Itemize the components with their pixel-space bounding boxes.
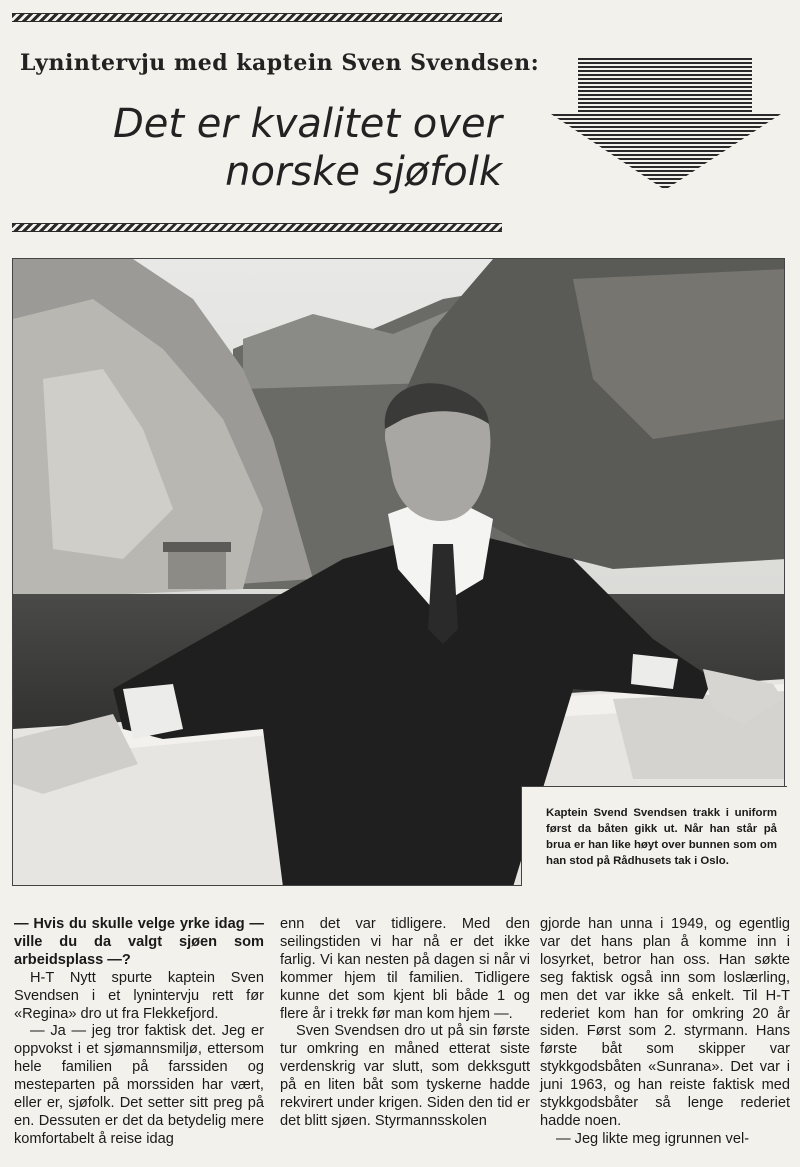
article-column-1	[14, 916, 264, 1149]
headline	[40, 100, 502, 196]
kicker-title: Lynintervju med kaptein Sven Svendsen:	[20, 50, 540, 76]
paragraph: H-T Nytt spurte kaptein Sven Svendsen i et lynintervju rett før «Regina» dro ut fra Flekkefjord.	[14, 969, 264, 1022]
bottom-rope-divider	[12, 223, 502, 232]
paragraph: gjorde han unna i 1949, og egentlig var det hans plan å komme inn i losyrket, betror han oss. Han søkte seg faktisk også inn som loslærling, men det var ikke så enkelt. Til H-T rederiet kom han for omkring 20 år siden. Først som 2. styrmann. Hans første båt som skipper var stykkgodsbåten «Sunrana». Det var i juni 1963, og han reiste faktisk med stykkgodsbåter så lenge rederiet hadde noen.	[540, 916, 790, 1129]
paragraph: — Jeg likte meg igrunnen vel-	[556, 1130, 750, 1147]
headline-line-2: norske sjøfolk	[225, 149, 502, 195]
interview-question: — Hvis du skulle velge yrke idag — ville du da valgt sjøen som arbeidsplass —?	[14, 916, 264, 968]
paragraph: Sven Svendsen dro ut på sin første tur omkring en måned etterat siste verdenskrig var slutt, som dekksgutt på en liten båt som tyskerne hadde rekvirert under krigen. Siden den tid er det blitt sjøen. Styrmannsskolen	[280, 1023, 530, 1129]
top-rope-divider	[12, 13, 502, 22]
article-column-2	[280, 916, 530, 1131]
paragraph: enn det var tidligere. Med den seilingstiden vi har nå er det ikke farlig. Vi kan nesten på dagen si når vi kommer hjem til familien. Tidligere kunne det som kjent bli både 1 og flere år i trekk før man kom hjem —.	[280, 916, 530, 1022]
photo-caption: Kaptein Svend Svendsen trakk i uniform først da båten gikk ut. Når han står på brua er han like høyt over bunnen som om han stod på Rådhusets tak i Oslo.	[521, 786, 787, 886]
article-column-3	[540, 916, 790, 1149]
paragraph: — Ja — jeg tror faktisk det. Jeg er oppvokst i et sjømannsmiljø, ettersom hele familien på farssiden og mesteparten på morssiden har vært, eller er, sjøfolk. Det setter sitt preg på en. Dessuten er det da betydelig mere komfortabelt å reise idag	[14, 1023, 264, 1147]
headline-line-1: Det er kvalitet over	[112, 101, 502, 147]
striped-arrow-logo-icon	[548, 54, 784, 192]
